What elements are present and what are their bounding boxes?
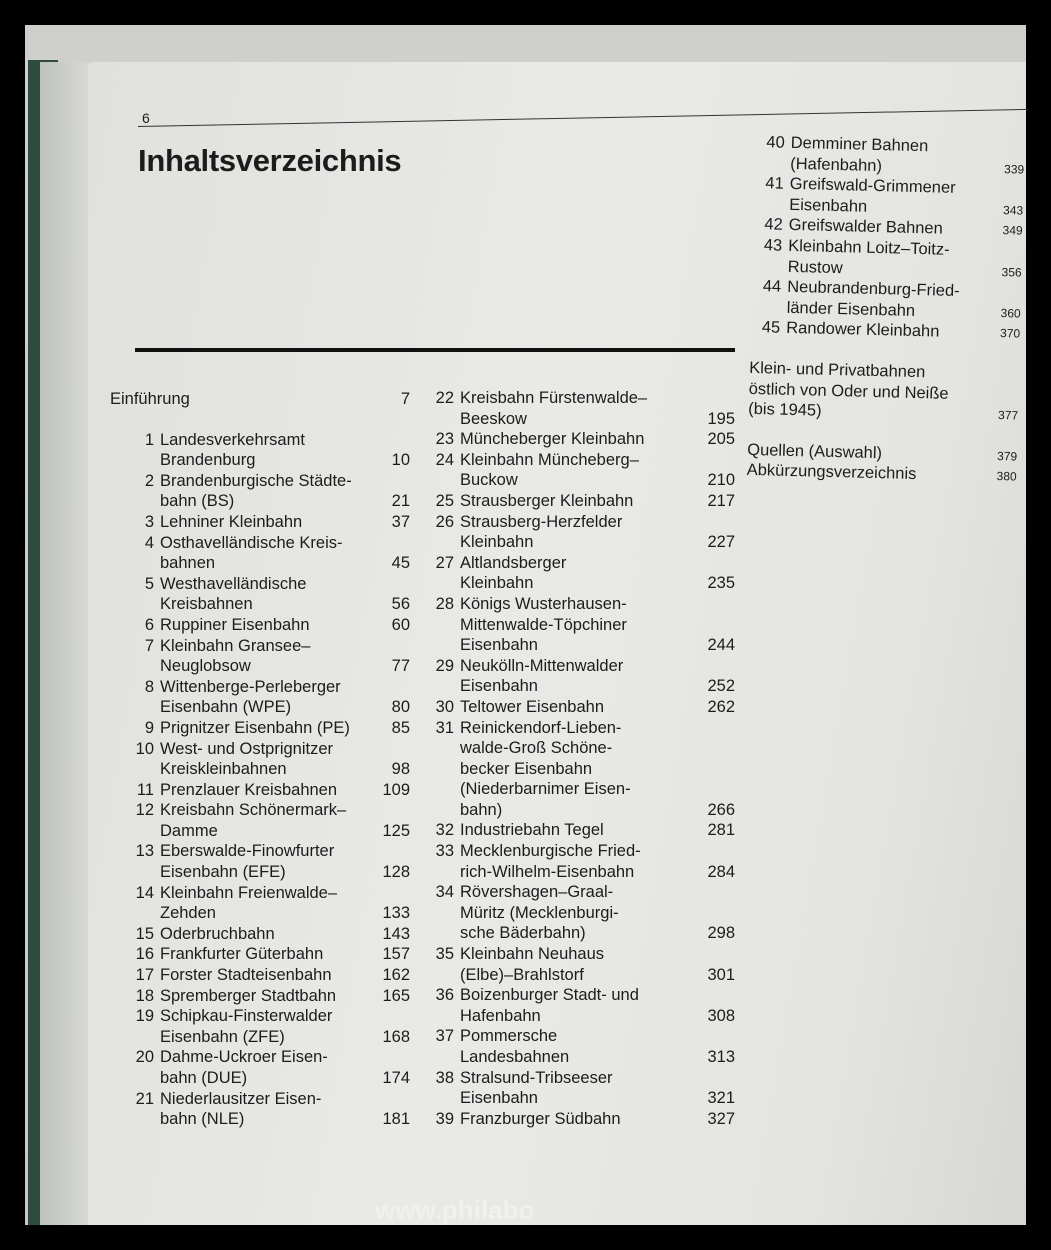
- entry-title: [160, 512, 302, 533]
- chapter-number: 29: [435, 656, 454, 675]
- spacer: [110, 410, 410, 430]
- toc-entry: [410, 718, 735, 821]
- left-page-edge: [40, 62, 92, 1225]
- entry-title: [160, 718, 350, 739]
- toc-entry: [410, 697, 735, 718]
- page-reference: 7: [400, 390, 410, 408]
- chapter-number: 15: [135, 924, 154, 943]
- chapter-number: 11: [136, 780, 154, 799]
- entry-title: [160, 1006, 332, 1047]
- page-reference: 60: [391, 615, 410, 634]
- entry-title-line: West- und Ostprignitzer: [160, 739, 334, 758]
- entry-title-line: Greifswald-Grimmener: [789, 175, 956, 198]
- chapter-number: 12: [135, 801, 154, 820]
- page-reference: 266: [707, 800, 735, 819]
- page-reference: 56: [391, 595, 410, 614]
- page-reference: 377: [997, 408, 1019, 423]
- entry-title-line: bahn (NLE): [160, 1110, 245, 1129]
- entry-title-line: Landesverkehrsamt: [160, 430, 305, 449]
- entry-title: [160, 430, 305, 471]
- entry-title-line: bahn (BS): [160, 492, 235, 511]
- entry-title: [746, 460, 916, 485]
- page-reference: 349: [1002, 223, 1023, 238]
- toc-column-3: [746, 132, 1024, 487]
- toc-entry: [410, 656, 735, 697]
- page-reference: 21: [391, 492, 410, 511]
- entry-title: [748, 358, 949, 425]
- page-reference: 360: [1000, 305, 1021, 321]
- entry-title: [160, 1089, 321, 1130]
- entry-title: [160, 574, 306, 615]
- chapter-number: 22: [435, 389, 454, 407]
- page-reference: 308: [707, 1006, 735, 1025]
- entry-title: [160, 986, 336, 1007]
- entry-title-line: östlich von Oder und Neiße: [748, 379, 949, 403]
- page-reference: 109: [382, 780, 410, 799]
- toc-column-2: [410, 388, 735, 1129]
- entry-title: [160, 800, 346, 841]
- chapter-number: 16: [135, 945, 154, 964]
- chapter-number: 35: [435, 945, 454, 964]
- chapter-number: 21: [135, 1089, 154, 1108]
- toc-entry: [110, 883, 410, 924]
- entry-title: [160, 1047, 328, 1088]
- entry-title-line: Spremberger Stadtbahn: [160, 986, 337, 1005]
- toc-entry: [110, 800, 410, 841]
- entry-title-line: Kleinbahn Müncheberg–: [460, 450, 639, 469]
- page-reference: 157: [382, 945, 410, 964]
- entry-title-line: Kleinbahn Freienwalde–: [160, 883, 338, 902]
- entry-title-line: Strausberger Kleinbahn: [460, 491, 634, 510]
- entry-title-line: Forster Stadteisenbahn: [160, 966, 332, 985]
- toc-entry: [410, 841, 735, 882]
- entry-title-line: Eisenbahn: [460, 636, 538, 655]
- toc-entry: [110, 944, 410, 965]
- chapter-number: 7: [144, 636, 154, 655]
- entry-title-line: rich-Wilhelm-Eisenbahn: [460, 862, 635, 881]
- chapter-number: 23: [435, 430, 454, 449]
- entry-title-line: Zehden: [160, 904, 216, 923]
- entry-title-line: Eisenbahn (WPE): [160, 698, 292, 717]
- toc-entry: [410, 985, 735, 1026]
- page-reference: 262: [707, 697, 735, 716]
- page-reference: 143: [382, 924, 410, 943]
- page-reference: 370: [999, 326, 1021, 341]
- entry-title-line: Damme: [160, 821, 218, 840]
- toc-entry: [750, 276, 1021, 324]
- page-reference: 321: [707, 1089, 735, 1108]
- entry-title-line: Kleinbahn: [460, 574, 534, 593]
- chapter-number: 9: [144, 718, 154, 737]
- toc-entry: [110, 389, 410, 410]
- entry-title-line: Boizenburger Stadt- und: [460, 986, 639, 1005]
- toc-entry: [410, 450, 735, 491]
- entry-title: [160, 944, 323, 965]
- toc-entry: [410, 1109, 735, 1130]
- entry-title: [460, 841, 641, 882]
- entry-title-line: Neuglobsow: [160, 657, 251, 676]
- page-reference: 217: [707, 491, 735, 510]
- chapter-number: 27: [435, 553, 454, 572]
- toc-entry: [110, 739, 410, 780]
- entry-title: [460, 944, 604, 985]
- toc-entry: [110, 677, 410, 718]
- chapter-number: 19: [135, 1007, 154, 1026]
- page-reference: 380: [996, 469, 1017, 484]
- entry-title-line: Stralsund-Tribseeser: [460, 1068, 613, 1087]
- page-reference: 165: [382, 986, 410, 1005]
- entry-title-line: Mittenwalde-Töpchiner: [460, 615, 627, 634]
- toc-entry: [110, 533, 410, 574]
- entry-title-line: Buckow: [460, 471, 518, 490]
- toc-entry: [410, 1068, 735, 1109]
- entry-title-line: Reinickendorf-Lieben-: [460, 718, 622, 737]
- chapter-number: 17: [135, 966, 154, 985]
- entry-title-line: Brandenburgische Städte-: [160, 471, 352, 490]
- entry-title-line: Kleinbahn Neuhaus: [460, 945, 605, 964]
- entry-title: [160, 780, 337, 801]
- page-reference: 168: [382, 1027, 410, 1046]
- entry-title: [460, 820, 604, 841]
- entry-title: [110, 389, 190, 410]
- chapter-number: 40: [766, 133, 785, 152]
- entry-title-line: Kreiskleinbahnen: [160, 760, 287, 779]
- toc-entry: [110, 615, 410, 636]
- entry-title: [460, 429, 644, 450]
- toc-entry: [110, 1089, 410, 1130]
- entry-title-line: Greifswalder Bahnen: [788, 216, 943, 238]
- entry-title: [460, 985, 639, 1026]
- entry-title-line: (bis 1945): [748, 400, 822, 420]
- page-reference: 80: [391, 698, 410, 717]
- toc-entry: [754, 132, 1025, 180]
- toc-entry: [410, 388, 735, 429]
- chapter-number: 20: [135, 1048, 154, 1067]
- entry-title: [789, 174, 956, 219]
- chapter-number: 13: [135, 842, 154, 861]
- chapter-number: 30: [435, 697, 454, 716]
- toc-entry: [110, 636, 410, 677]
- entry-title-line: Prenzlauer Kreisbahnen: [160, 780, 338, 799]
- toc-entry: [410, 594, 735, 656]
- toc-entry: [110, 430, 410, 471]
- chapter-number: 18: [135, 986, 154, 1005]
- toc-entry: [753, 173, 1024, 221]
- entry-title-line: Klein- und Privatbahnen: [749, 358, 926, 382]
- entry-title: [160, 615, 310, 636]
- chapter-number: 28: [435, 594, 454, 613]
- chapter-number: 5: [144, 574, 154, 593]
- toc-entry: [110, 924, 410, 945]
- entry-title: [460, 697, 604, 718]
- entry-title-line: Einführung: [110, 390, 190, 408]
- entry-title-line: (Niederbarnimer Eisen-: [460, 780, 631, 799]
- page-reference: 298: [707, 924, 735, 943]
- entry-title-line: sche Bäderbahn): [460, 924, 586, 943]
- chapter-number: 32: [435, 821, 454, 840]
- entry-title: [160, 883, 337, 924]
- entry-title: [160, 965, 332, 986]
- toc-entry: [110, 841, 410, 882]
- toc-entry: [110, 471, 410, 512]
- chapter-number: 44: [762, 277, 782, 296]
- entry-title: [460, 512, 622, 553]
- chapter-number: 25: [435, 491, 454, 510]
- entry-title-line: Demminer Bahnen: [790, 133, 929, 156]
- entry-title: [160, 471, 352, 512]
- page-reference: 125: [382, 821, 410, 840]
- page-reference: 281: [707, 821, 735, 840]
- page-reference: 235: [707, 574, 735, 593]
- entry-title-line: Müritz (Mecklenburgi-: [460, 903, 619, 922]
- page-reference: 327: [707, 1109, 735, 1128]
- entry-title-line: (Hafenbahn): [790, 154, 883, 175]
- toc-entry: [751, 235, 1022, 283]
- entry-title-line: Lehniner Kleinbahn: [160, 512, 303, 531]
- toc-entry: [410, 820, 735, 841]
- entry-title: [160, 924, 275, 945]
- entry-title-line: Kleinbahn: [460, 533, 534, 552]
- chapter-number: 4: [144, 533, 154, 552]
- toc-entry: [410, 944, 735, 985]
- page-reference: 227: [707, 533, 735, 552]
- chapter-number: 1: [144, 430, 154, 449]
- page-reference: 301: [707, 965, 735, 984]
- entry-title-line: Randower Kleinbahn: [785, 319, 940, 341]
- page-reference: 343: [1002, 202, 1024, 218]
- entry-title: [460, 1068, 613, 1109]
- entry-title-line: Kreisbahnen: [160, 595, 253, 614]
- entry-title-line: Eberswalde-Finowfurter: [160, 842, 335, 861]
- chapter-number: 2: [144, 471, 154, 490]
- entry-title: [787, 236, 949, 281]
- entry-title-line: Brandenburg: [160, 451, 256, 470]
- toc-entry: [410, 553, 735, 594]
- entry-title-line: Königs Wusterhausen-: [460, 594, 627, 613]
- entry-title: [460, 450, 639, 491]
- entry-title-line: Frankfurter Güterbahn: [160, 945, 324, 964]
- page-reference: 128: [382, 863, 410, 882]
- page-number: 6: [142, 110, 150, 126]
- entry-title-line: bahnen: [160, 554, 216, 573]
- entry-title: [460, 656, 623, 697]
- entry-title-line: Neukölln-Mittenwalder: [460, 656, 624, 675]
- chapter-number: 3: [144, 512, 154, 531]
- entry-title-line: Kleinbahn Gransee–: [160, 636, 311, 655]
- toc-entry: [410, 882, 735, 944]
- toc-entry: [110, 718, 410, 739]
- page-reference: 133: [382, 904, 410, 923]
- entry-title: [460, 718, 631, 821]
- chapter-number: 26: [435, 512, 454, 531]
- entry-title-line: Eisenbahn: [460, 677, 538, 696]
- entry-title-line: bahn): [460, 800, 503, 819]
- page-reference: 313: [707, 1048, 735, 1066]
- chapter-number: 10: [135, 739, 154, 758]
- page-reference: 284: [707, 862, 735, 881]
- entry-title-line: Kleinbahn Loitz–Toitz-: [788, 236, 950, 259]
- entry-title-line: Neubrandenburg-Fried-: [787, 277, 960, 301]
- toc-entry: [110, 1047, 410, 1088]
- entry-title: [460, 1026, 569, 1067]
- entry-title: [460, 553, 566, 594]
- toc-entry: [110, 965, 410, 986]
- entry-title-line: Franzburger Südbahn: [460, 1109, 621, 1128]
- page-reference: 210: [707, 471, 735, 490]
- toc-entry: [410, 429, 735, 450]
- chapter-number: 8: [144, 677, 154, 696]
- entry-title-line: Oderbruchbahn: [160, 924, 275, 943]
- page-title: Inhaltsverzeichnis: [138, 143, 402, 178]
- chapter-number: 41: [765, 174, 784, 193]
- entry-title-line: walde-Groß Schöne-: [460, 739, 613, 758]
- chapter-number: 43: [763, 236, 783, 255]
- toc-entry: [110, 986, 410, 1007]
- toc-entry: [410, 512, 735, 553]
- entry-title-line: länder Eisenbahn: [786, 298, 916, 320]
- entry-title: [160, 739, 333, 780]
- toc-entry: [748, 358, 1019, 426]
- entry-title-line: Schipkau-Finsterwalder: [160, 1007, 333, 1026]
- entry-title-line: becker Eisenbahn: [460, 759, 593, 778]
- entry-title-line: Altlandsberger: [460, 553, 567, 572]
- entry-title: [460, 1109, 621, 1130]
- entry-title-line: (Elbe)–Brahlstorf: [460, 965, 584, 984]
- toc-entry: [410, 491, 735, 512]
- toc-entry: [110, 780, 410, 801]
- entry-title-line: Kreisbahn Schönermark–: [160, 801, 347, 820]
- entry-title-line: Niederlausitzer Eisen-: [160, 1089, 322, 1108]
- entry-title-line: Wittenberge-Perleberger: [160, 677, 341, 696]
- page-reference: 37: [391, 512, 410, 531]
- toc-entry: [110, 512, 410, 533]
- page-reference: 162: [382, 966, 410, 985]
- entry-title-line: Abkürzungsverzeichnis: [746, 461, 917, 484]
- chapter-number: 33: [435, 842, 454, 861]
- entry-title: [460, 388, 647, 429]
- entry-title-line: Strausberg-Herzfelder: [460, 512, 623, 531]
- page-reference: 45: [391, 554, 410, 573]
- chapter-number: 24: [435, 450, 454, 469]
- entry-title-line: Teltower Eisenbahn: [460, 697, 605, 716]
- page-reference: 181: [382, 1110, 410, 1129]
- page-reference: 195: [707, 409, 735, 428]
- title-rule: [135, 348, 735, 352]
- entry-title-line: Ruppiner Eisenbahn: [160, 615, 310, 634]
- entry-title-line: Prignitzer Eisenbahn (PE): [160, 718, 350, 737]
- page-reference: 244: [707, 636, 735, 655]
- entry-title: [160, 636, 310, 677]
- entry-title-line: Eisenbahn: [460, 1089, 538, 1108]
- page-reference: 85: [391, 718, 410, 737]
- entry-title-line: Pommersche: [460, 1027, 558, 1046]
- entry-title: [460, 594, 627, 656]
- chapter-number: 6: [144, 615, 154, 634]
- entry-title-line: Westhavelländische: [160, 574, 307, 593]
- page-reference: 205: [707, 430, 735, 449]
- entry-title: [460, 882, 619, 944]
- entry-title-line: Landesbahnen: [460, 1048, 570, 1066]
- entry-title-line: Rustow: [787, 257, 843, 277]
- entry-title-line: Dahme-Uckroer Eisen-: [160, 1048, 328, 1067]
- entry-title-line: Hafenbahn: [460, 1006, 541, 1025]
- entry-title-line: Quellen (Auswahl): [747, 440, 883, 462]
- entry-title: [786, 277, 959, 322]
- entry-title-line: Rövershagen–Graal-: [460, 883, 614, 902]
- entry-title-line: Eisenbahn (EFE): [160, 863, 286, 882]
- toc-entry: [410, 1026, 735, 1067]
- entry-title: [160, 533, 343, 574]
- page-reference: 379: [996, 448, 1018, 464]
- watermark: www.philabo: [375, 1195, 535, 1225]
- chapter-number: 39: [435, 1109, 454, 1128]
- page-reference: 77: [391, 657, 410, 676]
- page-reference: 174: [382, 1069, 410, 1087]
- toc-column-1: [110, 389, 410, 1130]
- chapter-number: 45: [761, 318, 781, 338]
- chapter-number: 34: [435, 883, 454, 902]
- page-reference: 98: [391, 760, 410, 779]
- page-reference: 252: [707, 677, 735, 696]
- page-reference: 10: [391, 451, 410, 470]
- entry-title-line: Eisenbahn (ZFE): [160, 1027, 285, 1046]
- chapter-number: 14: [135, 883, 154, 902]
- chapter-number: 37: [435, 1027, 454, 1046]
- entry-title-line: Mecklenburgische Fried-: [460, 842, 641, 861]
- entry-title: [786, 318, 940, 342]
- entry-title-line: Industriebahn Tegel: [460, 821, 604, 840]
- toc-entry: [110, 574, 410, 615]
- entry-title-line: bahn (DUE): [160, 1069, 248, 1087]
- chapter-number: 36: [435, 986, 454, 1005]
- entry-title-line: Müncheberger Kleinbahn: [460, 430, 645, 449]
- chapter-number: 38: [435, 1068, 454, 1087]
- entry-title-line: Kreisbahn Fürstenwalde–: [460, 389, 648, 407]
- entry-title-line: Beeskow: [460, 409, 527, 428]
- entry-title: [790, 133, 929, 178]
- chapter-number: 42: [764, 215, 783, 235]
- entry-title: [460, 491, 633, 512]
- entry-title: [160, 677, 341, 718]
- entry-title: [160, 841, 334, 882]
- page-reference: 339: [1003, 161, 1025, 177]
- entry-title-line: Eisenbahn: [789, 195, 868, 216]
- entry-title-line: Osthavelländische Kreis-: [160, 533, 343, 552]
- chapter-number: 31: [435, 718, 454, 737]
- page-reference: 356: [1001, 264, 1022, 280]
- toc-entry: [110, 1006, 410, 1047]
